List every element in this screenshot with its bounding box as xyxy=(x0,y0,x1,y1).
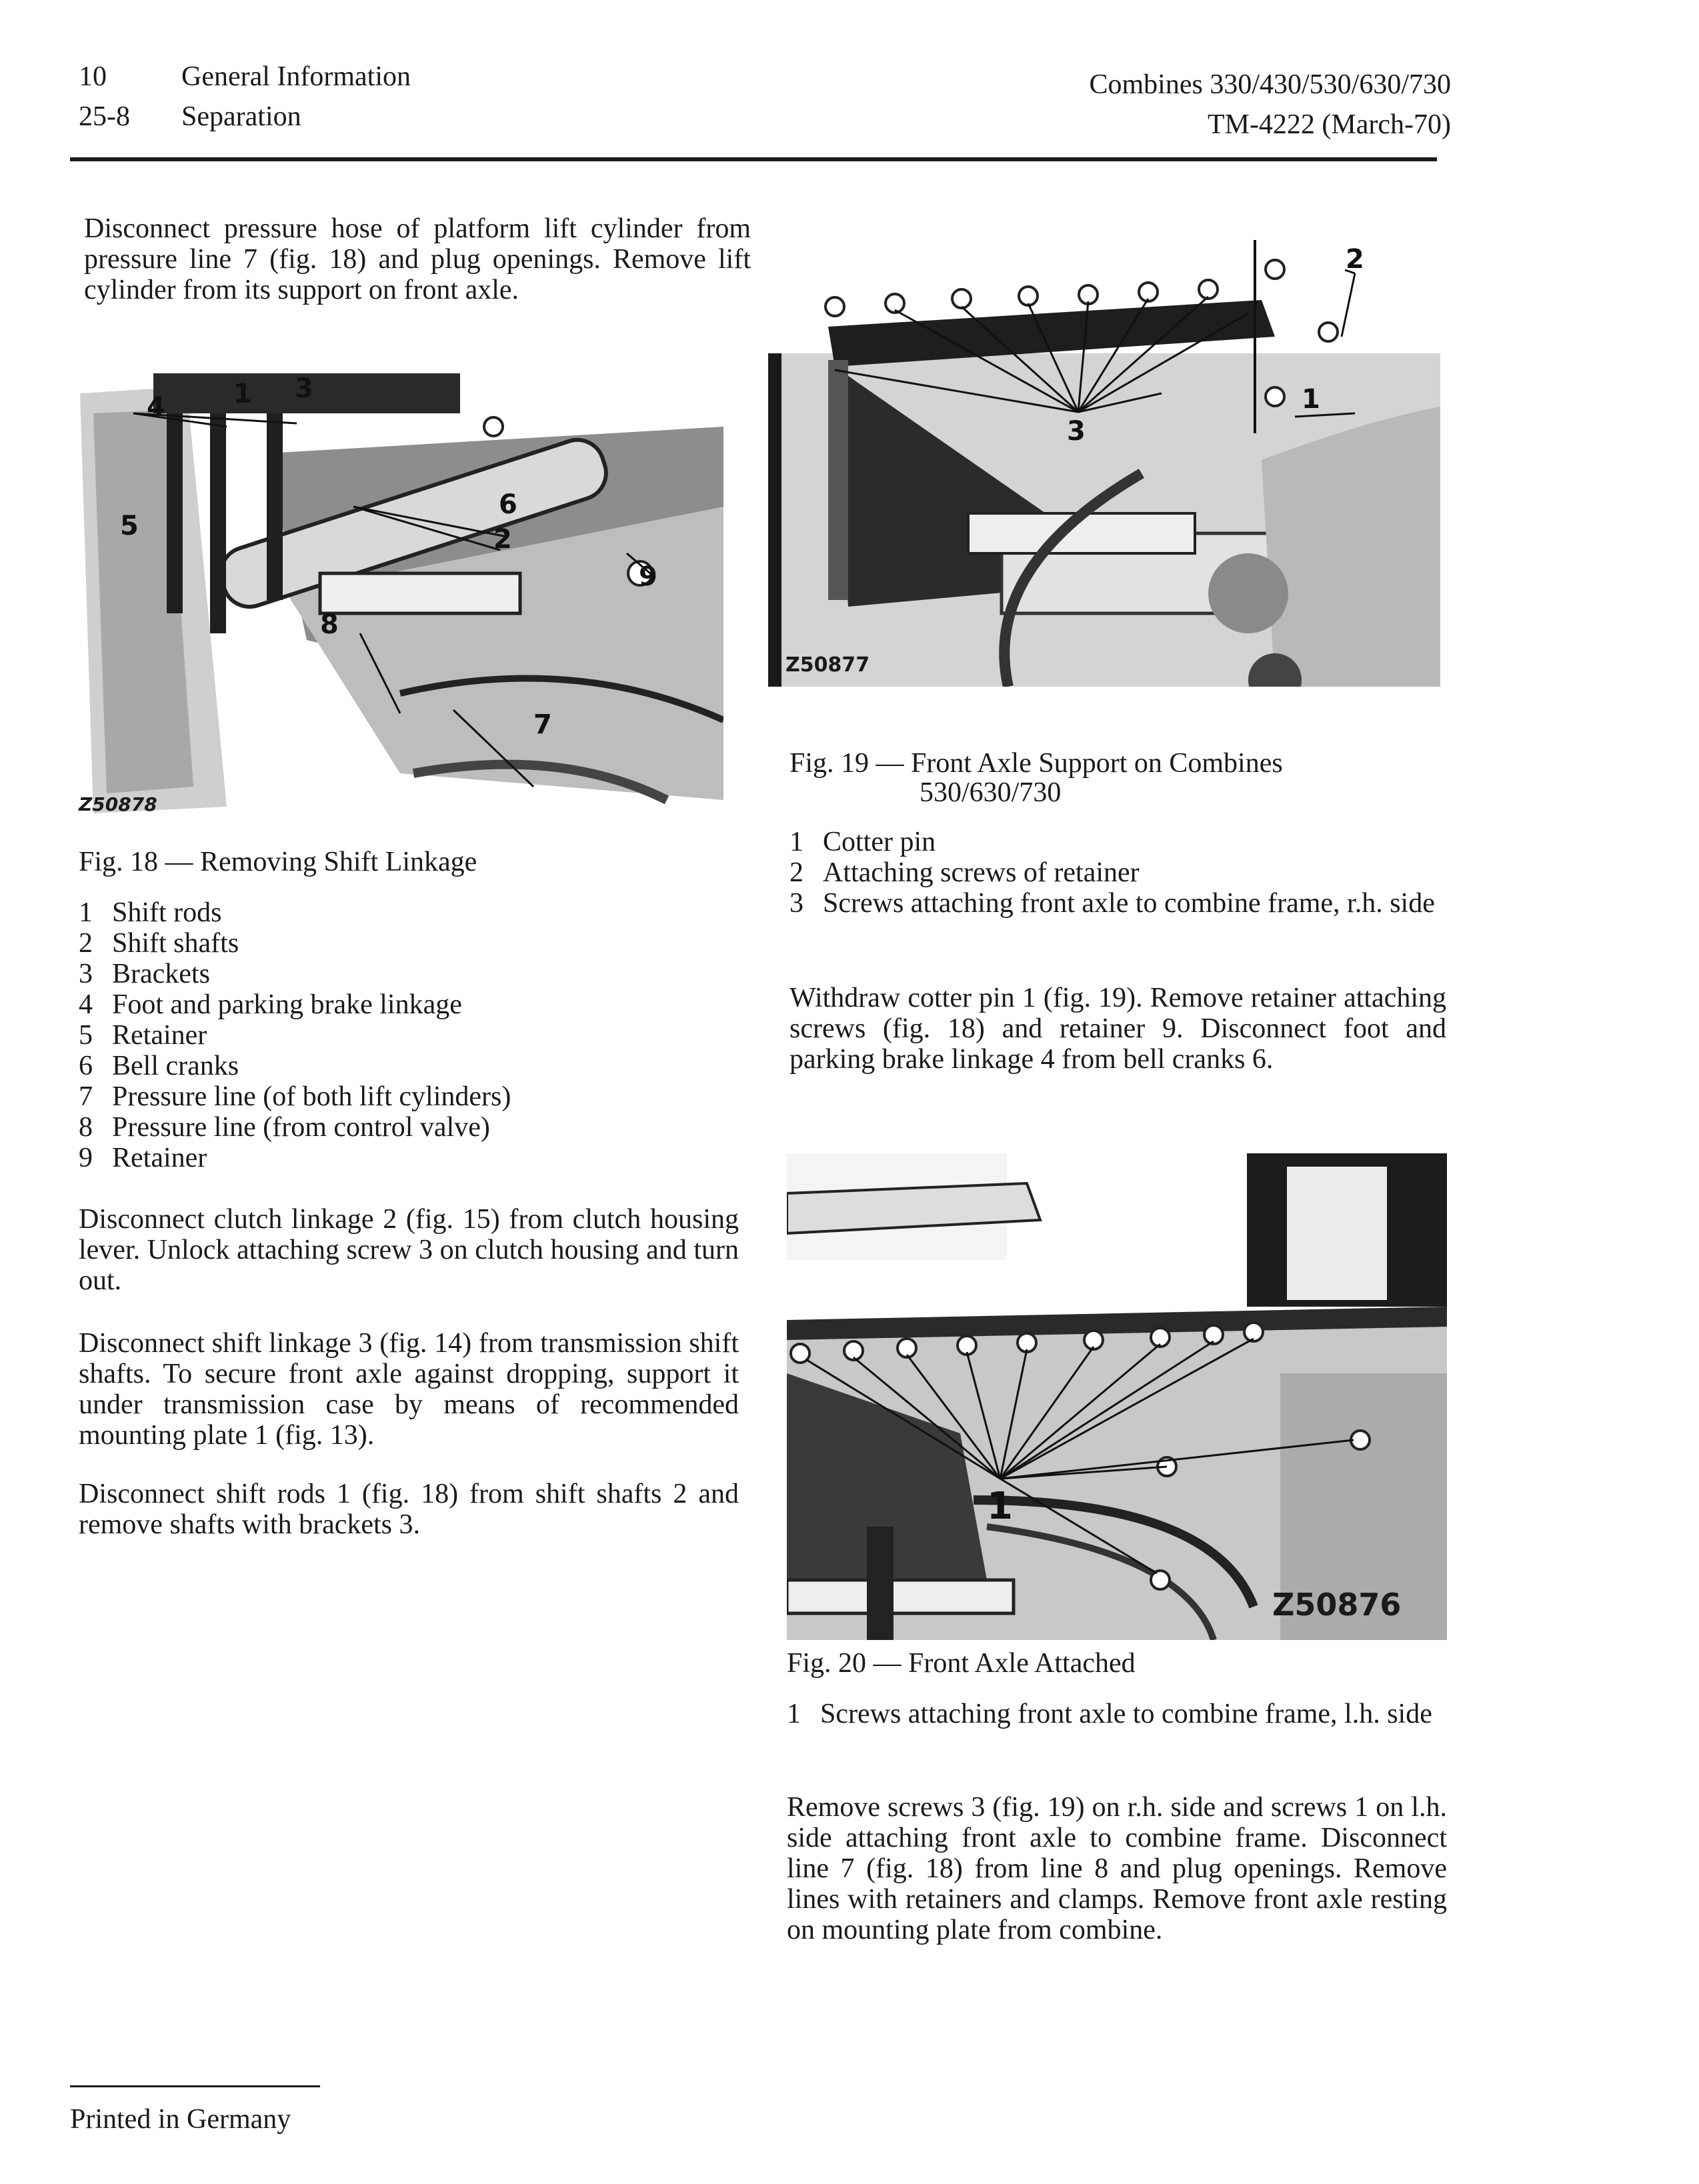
fig18-callout-9: 9 xyxy=(639,561,657,592)
fig18-callout-2: 2 xyxy=(493,524,512,555)
figure-19-legend xyxy=(789,827,1446,919)
figure-18-legend xyxy=(79,897,745,1173)
fig18-callout-4: 4 xyxy=(147,392,165,423)
section-title: General Information xyxy=(181,61,411,92)
subsection-title: Separation xyxy=(181,101,301,132)
figure-19-caption-line1: Fig. 19 — Front Axle Support on Combines xyxy=(789,748,1283,779)
paragraph-shift-linkage: Disconnect shift linkage 3 (fig. 14) from transmission shift shafts. To secure front axle against dropping, support it under transmission case by means of recommended mounting plate 1 (fig. 13). xyxy=(79,1328,739,1451)
figure-20-caption: Fig. 20 — Front Axle Attached xyxy=(787,1648,1136,1679)
legend-item: 9 Retainer xyxy=(79,1143,207,1173)
fig18-callout-1: 1 xyxy=(233,379,252,409)
paragraph-lift-cylinder: Disconnect pressure hose of platform lift cylinder from pressure line 7 (fig. 18) and plug openings. Remove lift cylinder from its support on front axle. xyxy=(84,213,751,305)
page-number: 10 xyxy=(79,61,107,92)
figure-18-caption: Fig. 18 — Removing Shift Linkage xyxy=(79,847,477,877)
legend-item: 1 Screws attaching front axle to combine frame, l.h. side xyxy=(787,1699,1432,1729)
fig18-callout-8: 8 xyxy=(320,609,339,640)
legend-item: 1 Cotter pin xyxy=(789,827,936,857)
figure-19-code: Z50877 xyxy=(785,653,870,677)
legend-item: 2 Shift shafts xyxy=(79,928,239,959)
paragraph-cotter-pin: Withdraw cotter pin 1 (fig. 19). Remove retainer attaching screws (fig. 18) and retainer 9. Disconnect foot and parking brake linkage 4 from bell cranks 6. xyxy=(789,983,1446,1075)
legend-item: 7 Pressure line (of both lift cylinders) xyxy=(79,1081,511,1112)
fig19-callout-2: 2 xyxy=(1346,244,1364,275)
figure-20-legend xyxy=(787,1699,1447,1729)
legend-item: 8 Pressure line (from control valve) xyxy=(79,1112,490,1143)
legend-item: 3 Screws attaching front axle to combine frame, r.h. side xyxy=(789,888,1435,919)
figure-20-code: Z50876 xyxy=(1272,1587,1402,1623)
manual-id: TM-4222 (March-70) xyxy=(1207,109,1451,140)
legend-item: 5 Retainer xyxy=(79,1020,207,1051)
figure-19-photo xyxy=(768,220,1440,687)
fig20-callout-1: 1 xyxy=(987,1485,1013,1528)
fig18-callout-3: 3 xyxy=(295,373,313,404)
paragraph-shift-rods: Disconnect shift rods 1 (fig. 18) from shift shafts 2 and remove shafts with brackets 3. xyxy=(79,1479,739,1540)
figure-20-photo xyxy=(787,1153,1447,1640)
model-title: Combines 330/430/530/630/730 xyxy=(1089,69,1451,100)
footer-rule xyxy=(70,2085,320,2087)
fig19-callout-3: 3 xyxy=(1067,416,1086,447)
paragraph-remove-front-axle: Remove screws 3 (fig. 19) on r.h. side and screws 1 on l.h. side attaching front axle to combine frame. Disconnect line 7 (fig. 18) from line 8 and plug openings. Remove lines with retainers and clamps. Remove front axle resting on mounting plate from combine. xyxy=(787,1792,1447,1945)
fig18-callout-5: 5 xyxy=(120,511,139,541)
group-number: 25-8 xyxy=(79,101,130,132)
fig18-callout-6: 6 xyxy=(499,489,517,520)
fig19-callout-1: 1 xyxy=(1302,384,1320,415)
legend-item: 6 Bell cranks xyxy=(79,1051,239,1081)
paragraph-clutch-linkage: Disconnect clutch linkage 2 (fig. 15) from clutch housing lever. Unlock attaching screw 3 on clutch housing and turn out. xyxy=(79,1204,739,1296)
legend-item: 3 Brackets xyxy=(79,959,210,989)
footer-printed-in: Printed in Germany xyxy=(70,2104,291,2135)
legend-item: 2 Attaching screws of retainer xyxy=(789,857,1140,888)
figure-18-photo xyxy=(67,373,723,827)
figure-19-caption-line2: 530/630/730 xyxy=(920,777,1062,808)
legend-item: 1 Shift rods xyxy=(79,897,222,928)
figure-18-code: Z50878 xyxy=(79,793,157,815)
header-rule xyxy=(70,157,1437,161)
legend-item: 4 Foot and parking brake linkage xyxy=(79,989,462,1020)
fig18-callout-7: 7 xyxy=(533,709,552,740)
